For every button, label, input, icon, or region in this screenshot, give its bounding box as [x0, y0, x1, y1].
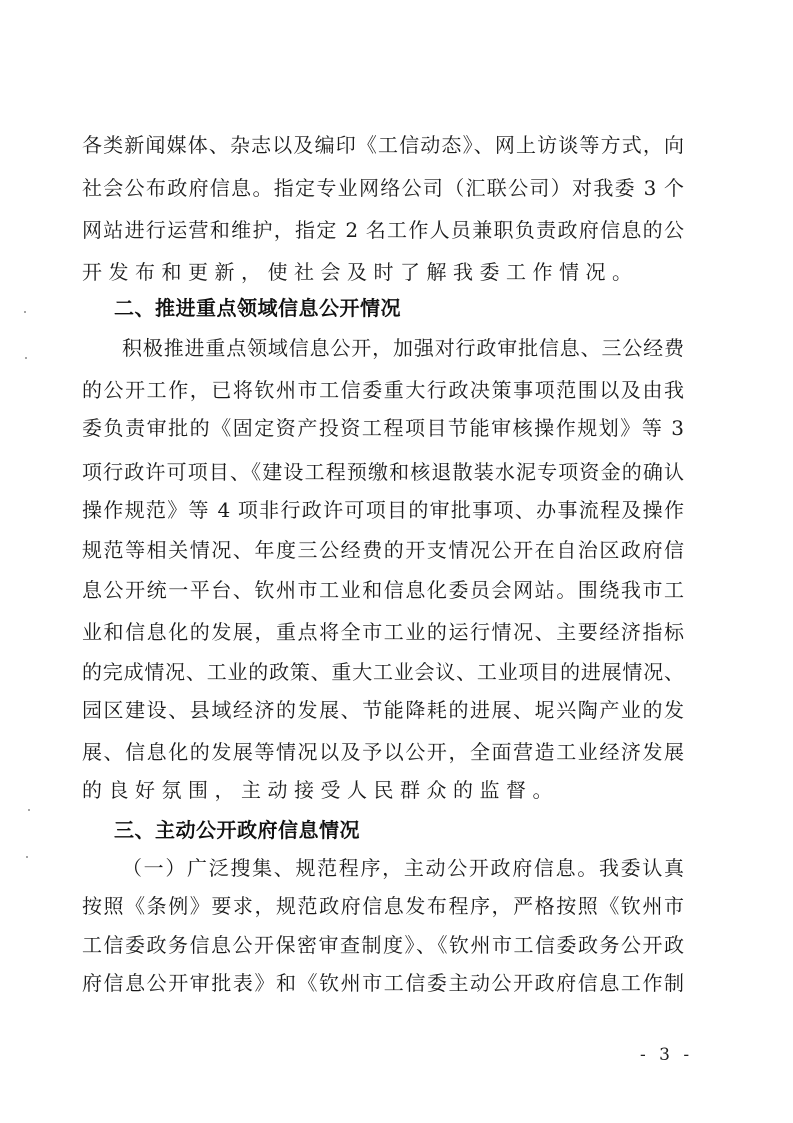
paragraph-2-line-7: 息公开统一平台、钦州市工业和信息化委员会网站。围绕我市工 [82, 578, 684, 602]
paragraph-3-line-1: （一）广泛搜集、规范程序，主动公开政府信息。我委认真 [122, 856, 684, 880]
paragraph-2-line-10: 园区建设、县域经济的发展、节能降耗的进展、坭兴陶产业的发 [82, 698, 684, 722]
scan-speck [24, 311, 26, 313]
paragraph-2-line-6: 规范等相关情况、年度三公经费的开支情况公开在自治区政府信 [82, 538, 684, 562]
paragraph-3-line-4: 府信息公开审批表》和《钦州市工信委主动公开政府信息工作制 [82, 971, 684, 995]
paragraph-3-line-3: 工信委政务信息公开保密审查制度》、《钦州市工信委政务公开政 [82, 933, 684, 957]
paragraph-2-line-8: 业和信息化的发展，重点将全市工业的运行情况、主要经济指标 [82, 620, 684, 644]
section-heading-3: 三、主动公开政府信息情况 [114, 818, 360, 842]
scan-speck [28, 809, 30, 811]
paragraph-3-line-2: 按照《条例》要求，规范政府信息发布程序，严格按照《钦州市 [82, 894, 684, 918]
paragraph-2-line-9: 的完成情况、工业的政策、重大工业会议、工业项目的进展情况、 [82, 660, 684, 684]
paragraph-2-line-11: 展、信息化的发展等情况以及予以公开，全面营造工业经济发展 [82, 740, 684, 764]
paragraph-1-line-2: 社会公布政府信息。指定专业网络公司（汇联公司）对我委 3 个 [82, 176, 684, 200]
paragraph-2-line-12: 的良好氛围，主动接受人民群众的监督。 [82, 778, 559, 802]
page-number: - 3 - [640, 1045, 694, 1065]
paragraph-1-line-4: 开发布和更新，使社会及时了解我委工作情况。 [82, 260, 639, 284]
paragraph-2-line-2: 的公开工作，已将钦州市工信委重大行政决策事项范围以及由我 [82, 378, 684, 402]
scan-speck [25, 357, 27, 359]
paragraph-2-line-3: 委负责审批的《固定资产投资工程项目节能审核操作规划》等 3 [82, 416, 684, 440]
paragraph-2-line-4: 项行政许可项目、《建设工程预缴和核退散装水泥专项资金的确认 [82, 460, 684, 484]
section-heading-2: 二、推进重点领域信息公开情况 [114, 296, 401, 320]
scan-speck [26, 856, 28, 858]
paragraph-1-line-3: 网站进行运营和维护，指定 2 名工作人员兼职负责政府信息的公 [82, 218, 684, 242]
paragraph-2-line-5: 操作规范》等 4 项非行政许可项目的审批事项、办事流程及操作 [82, 498, 684, 522]
paragraph-2-line-1: 积极推进重点领域信息公开，加强对行政审批信息、三公经费 [122, 336, 684, 360]
paragraph-1-line-1: 各类新闻媒体、杂志以及编印《工信动态》、网上访谈等方式，向 [82, 133, 684, 157]
